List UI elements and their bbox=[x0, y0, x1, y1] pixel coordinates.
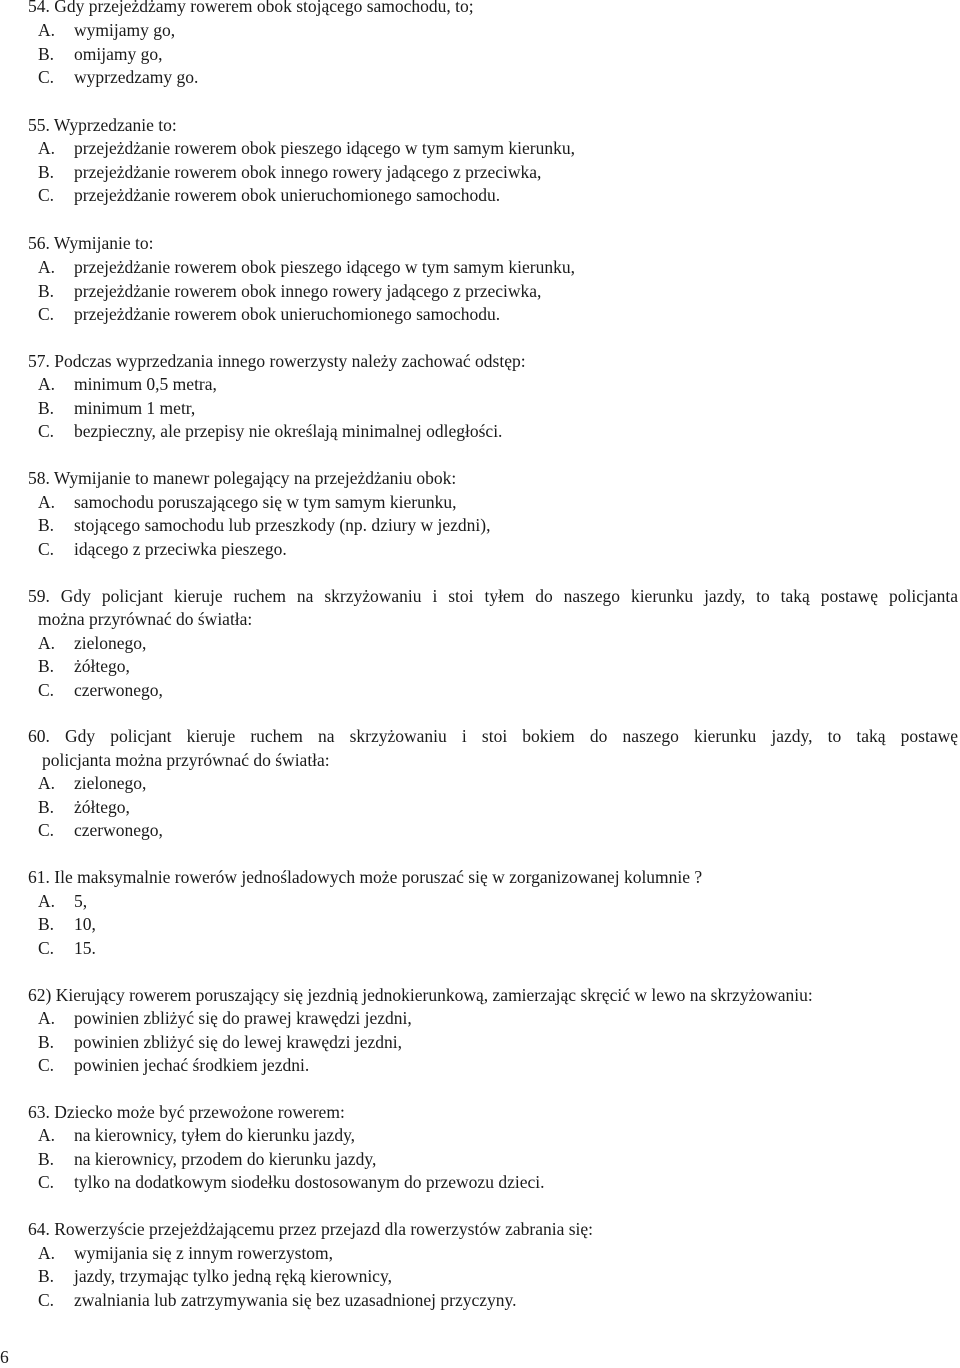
option-letter: B. bbox=[38, 656, 55, 676]
option-text: omijamy go, bbox=[74, 44, 163, 64]
option-text: wymijamy go, bbox=[74, 20, 176, 40]
option-letter: C. bbox=[38, 1055, 55, 1075]
option-letter: B. bbox=[38, 281, 55, 301]
option-letter: B. bbox=[38, 1032, 55, 1052]
question-63-stem: 63. Dziecko może być przewożone rowerem: bbox=[28, 1102, 345, 1122]
option-letter: C. bbox=[38, 938, 55, 958]
option-letter: A. bbox=[38, 773, 56, 793]
option-letter: C. bbox=[38, 185, 55, 205]
option-text: wyprzedzamy go. bbox=[74, 67, 199, 87]
option-letter: B. bbox=[38, 914, 55, 934]
option-letter: B. bbox=[38, 797, 55, 817]
option-letter: C. bbox=[38, 1172, 55, 1192]
option-letter: C. bbox=[38, 1290, 55, 1310]
question-55-stem: 55. Wyprzedzanie to: bbox=[28, 115, 177, 135]
question-54-stem: 54. Gdy przejeżdżamy rowerem obok stojącego samochodu, to; bbox=[28, 0, 474, 16]
question-60-stem-line-2: policjanta można przyrównać do światła: bbox=[42, 750, 330, 770]
question-59-stem-line-2: można przyrównać do światła: bbox=[38, 609, 253, 629]
option-text: przejeżdżanie rowerem obok innego rowery jadącego z przeciwka, bbox=[74, 162, 542, 182]
option-text: przejeżdżanie rowerem obok unieruchomionego samochodu. bbox=[74, 304, 501, 324]
option-text: minimum 0,5 metra, bbox=[74, 374, 217, 394]
question-61-stem: 61. Ile maksymalnie rowerów jednośladowych może poruszać się w zorganizowanej kolumnie ? bbox=[28, 867, 703, 887]
option-text: powinien zbliżyć się do lewej krawędzi jezdni, bbox=[74, 1032, 403, 1052]
option-text: 5, bbox=[74, 891, 88, 911]
option-letter: A. bbox=[38, 138, 56, 158]
option-text: wymijania się z innym rowerzystom, bbox=[74, 1243, 334, 1263]
option-text: przejeżdżanie rowerem obok innego rowery jadącego z przeciwka, bbox=[74, 281, 542, 301]
option-text: 15. bbox=[74, 938, 96, 958]
option-text: jazdy, trzymając tylko jedną ręką kierownicy, bbox=[74, 1266, 392, 1286]
question-62-stem: 62) Kierujący rowerem poruszający się jezdnią jednokierunkową, zamierzając skręcić w lewo na skrzyżowaniu: bbox=[28, 985, 813, 1005]
option-letter: C. bbox=[38, 67, 55, 87]
option-text: przejeżdżanie rowerem obok unieruchomionego samochodu. bbox=[74, 185, 501, 205]
option-letter: C. bbox=[38, 421, 55, 441]
option-text: stojącego samochodu lub przeszkody (np. dziury w jezdni), bbox=[74, 515, 491, 535]
option-letter: A. bbox=[38, 891, 56, 911]
option-text: przejeżdżanie rowerem obok pieszego idącego w tym samym kierunku, bbox=[74, 257, 575, 277]
option-text: żółtego, bbox=[74, 656, 130, 676]
option-letter: B. bbox=[38, 515, 55, 535]
option-text: zielonego, bbox=[74, 633, 147, 653]
question-56-stem: 56. Wymijanie to: bbox=[28, 233, 154, 253]
option-text: na kierownicy, przodem do kierunku jazdy, bbox=[74, 1149, 377, 1169]
option-text: czerwonego, bbox=[74, 820, 163, 840]
option-letter: C. bbox=[38, 539, 55, 559]
option-text: 10, bbox=[74, 914, 96, 934]
option-letter: B. bbox=[38, 1149, 55, 1169]
option-text: przejeżdżanie rowerem obok pieszego idącego w tym samym kierunku, bbox=[74, 138, 575, 158]
option-letter: A. bbox=[38, 20, 56, 40]
option-letter: A. bbox=[38, 1125, 56, 1145]
option-letter: B. bbox=[38, 44, 55, 64]
option-text: na kierownicy, tyłem do kierunku jazdy, bbox=[74, 1125, 356, 1145]
question-58-stem: 58. Wymijanie to manewr polegający na przejeżdżaniu obok: bbox=[28, 468, 457, 488]
option-letter: A. bbox=[38, 633, 56, 653]
option-letter: A. bbox=[38, 1008, 56, 1028]
option-letter: A. bbox=[38, 492, 56, 512]
option-letter: C. bbox=[38, 820, 55, 840]
option-letter: B. bbox=[38, 162, 55, 182]
option-text: czerwonego, bbox=[74, 680, 163, 700]
question-60-stem-line-1: 60. Gdy policjant kieruje ruchem na skrzyżowaniu i stoi bokiem do naszego kierunku jazdy, to taką postawę bbox=[28, 726, 958, 746]
option-text: samochodu poruszającego się w tym samym kierunku, bbox=[74, 492, 457, 512]
question-64-stem: 64. Rowerzyście przejeżdżającemu przez przejazd dla rowerzystów zabrania się: bbox=[28, 1219, 594, 1239]
option-letter: B. bbox=[38, 398, 55, 418]
option-text: idącego z przeciwka pieszego. bbox=[74, 539, 287, 559]
page-number: 6 bbox=[0, 1347, 9, 1367]
option-text: bezpieczny, ale przepisy nie określają minimalnej odległości. bbox=[74, 421, 503, 441]
option-letter: C. bbox=[38, 680, 55, 700]
option-letter: A. bbox=[38, 257, 56, 277]
option-letter: C. bbox=[38, 304, 55, 324]
question-59-stem-line-1: 59. Gdy policjant kieruje ruchem na skrzyżowaniu i stoi tyłem do naszego kierunku jazdy, to taką postawę policjanta bbox=[28, 586, 958, 606]
option-text: powinien zbliżyć się do prawej krawędzi jezdni, bbox=[74, 1008, 412, 1028]
option-letter: A. bbox=[38, 1243, 56, 1263]
option-letter: A. bbox=[38, 374, 56, 394]
option-text: powinien jechać środkiem jezdni. bbox=[74, 1055, 310, 1075]
option-text: zwalniania lub zatrzymywania się bez uzasadnionej przyczyny. bbox=[74, 1290, 517, 1310]
option-text: tylko na dodatkowym siodełku dostosowanym do przewozu dzieci. bbox=[74, 1172, 545, 1192]
option-text: zielonego, bbox=[74, 773, 147, 793]
option-text: minimum 1 metr, bbox=[74, 398, 196, 418]
option-letter: B. bbox=[38, 1266, 55, 1286]
option-text: żółtego, bbox=[74, 797, 130, 817]
question-57-stem: 57. Podczas wyprzedzania innego rowerzysty należy zachować odstęp: bbox=[28, 351, 526, 371]
